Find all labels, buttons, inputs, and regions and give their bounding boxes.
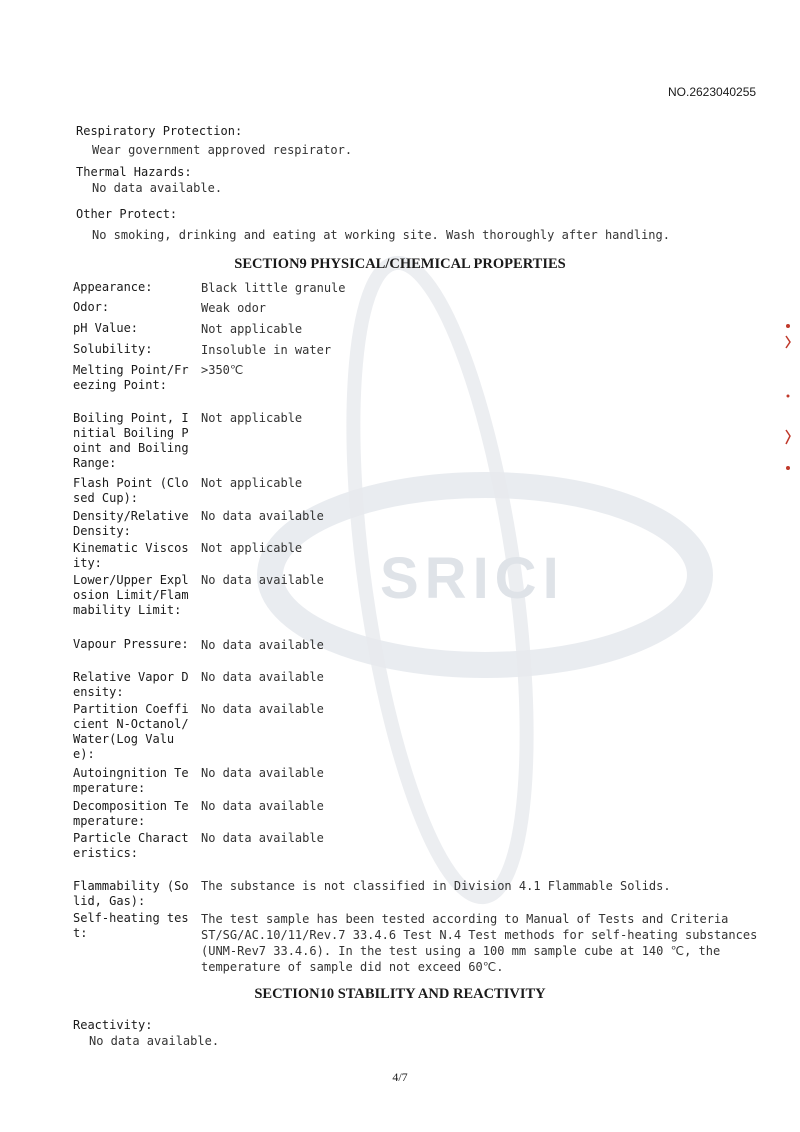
property-label: Self-heating test: — [73, 911, 189, 940]
property-label: Decomposition Temperature: — [73, 799, 189, 828]
property-value: No data available — [201, 831, 324, 845]
property-label: Particle Characteristics: — [73, 831, 189, 860]
property-label: Autoingnition Temperature: — [73, 766, 189, 795]
other-protect-text: No smoking, drinking and eating at working site. Wash thoroughly after handling. — [92, 228, 670, 242]
property-value: Black little granule — [201, 281, 346, 295]
property-value: The substance is not classified in Division 4.1 Flammable Solids. — [201, 879, 671, 893]
reactivity-text: No data available. — [89, 1034, 220, 1048]
scan-marks — [780, 320, 800, 480]
property-label: Relative Vapor Density: — [73, 670, 189, 699]
property-value: The test sample has been tested according to Manual of Tests and Criteria ST/SG/AC.10/11/Rev.7 33.4.6 Test N.4 Test methods for self-heating substances (UNM-Rev7 33.4.6). In the test using a 100 mm sample cube at 140 ℃, the temperature of sample did not exceed 60℃. — [201, 912, 765, 974]
property-value: No data available — [201, 799, 324, 813]
property-value: Not applicable — [201, 322, 303, 336]
property-label: Vapour Pressure: — [73, 637, 189, 651]
section10-heading: SECTION10 STABILITY AND REACTIVITY — [254, 986, 546, 1002]
property-value: Not applicable — [201, 476, 303, 490]
respiratory-text: Wear government approved respirator. — [92, 143, 353, 157]
property-value: Not applicable — [201, 411, 303, 425]
thermal-label: Thermal Hazards: — [76, 165, 192, 179]
property-label: Solubility: — [73, 342, 153, 356]
property-label: Partition Coefficient N-Octanol/Water(Log Value): — [73, 702, 189, 761]
property-label: Flash Point (Closed Cup): — [73, 476, 189, 505]
property-label: Kinematic Viscosity: — [73, 541, 189, 570]
property-value: No data available — [201, 766, 324, 780]
property-value: >350℃ — [201, 363, 244, 377]
property-label: Boiling Point, Initial Boiling Point and Boiling Range: — [73, 411, 196, 470]
property-value: No data available — [201, 509, 324, 523]
reactivity-label: Reactivity: — [73, 1018, 153, 1032]
property-label: Odor: — [73, 300, 110, 314]
watermark-text: SRICI — [380, 546, 565, 611]
page-number: 4/7 — [392, 1070, 408, 1084]
respiratory-label: Respiratory Protection: — [76, 124, 243, 138]
property-value: Insoluble in water — [201, 343, 332, 357]
property-value: Weak odor — [201, 301, 267, 315]
property-value: No data available — [201, 670, 324, 684]
property-value: No data available — [201, 638, 324, 652]
property-label: pH Value: — [73, 321, 139, 335]
property-label: Appearance: — [73, 280, 153, 294]
document-number: NO.2623040255 — [668, 85, 757, 99]
thermal-text: No data available. — [92, 181, 223, 195]
section9-heading: SECTION9 PHYSICAL/CHEMICAL PROPERTIES — [234, 256, 566, 272]
property-value: No data available — [201, 573, 324, 587]
property-value: No data available — [201, 702, 324, 716]
property-label: Lower/Upper Explosion Limit/Flammability Limit: — [73, 573, 189, 617]
property-label: Flammability (Solid, Gas): — [73, 879, 189, 908]
property-label: Density/Relative Density: — [73, 509, 196, 538]
property-label: Melting Point/Freezing Point: — [73, 363, 189, 392]
other-protect-label: Other Protect: — [76, 207, 178, 221]
property-value: Not applicable — [201, 541, 303, 555]
